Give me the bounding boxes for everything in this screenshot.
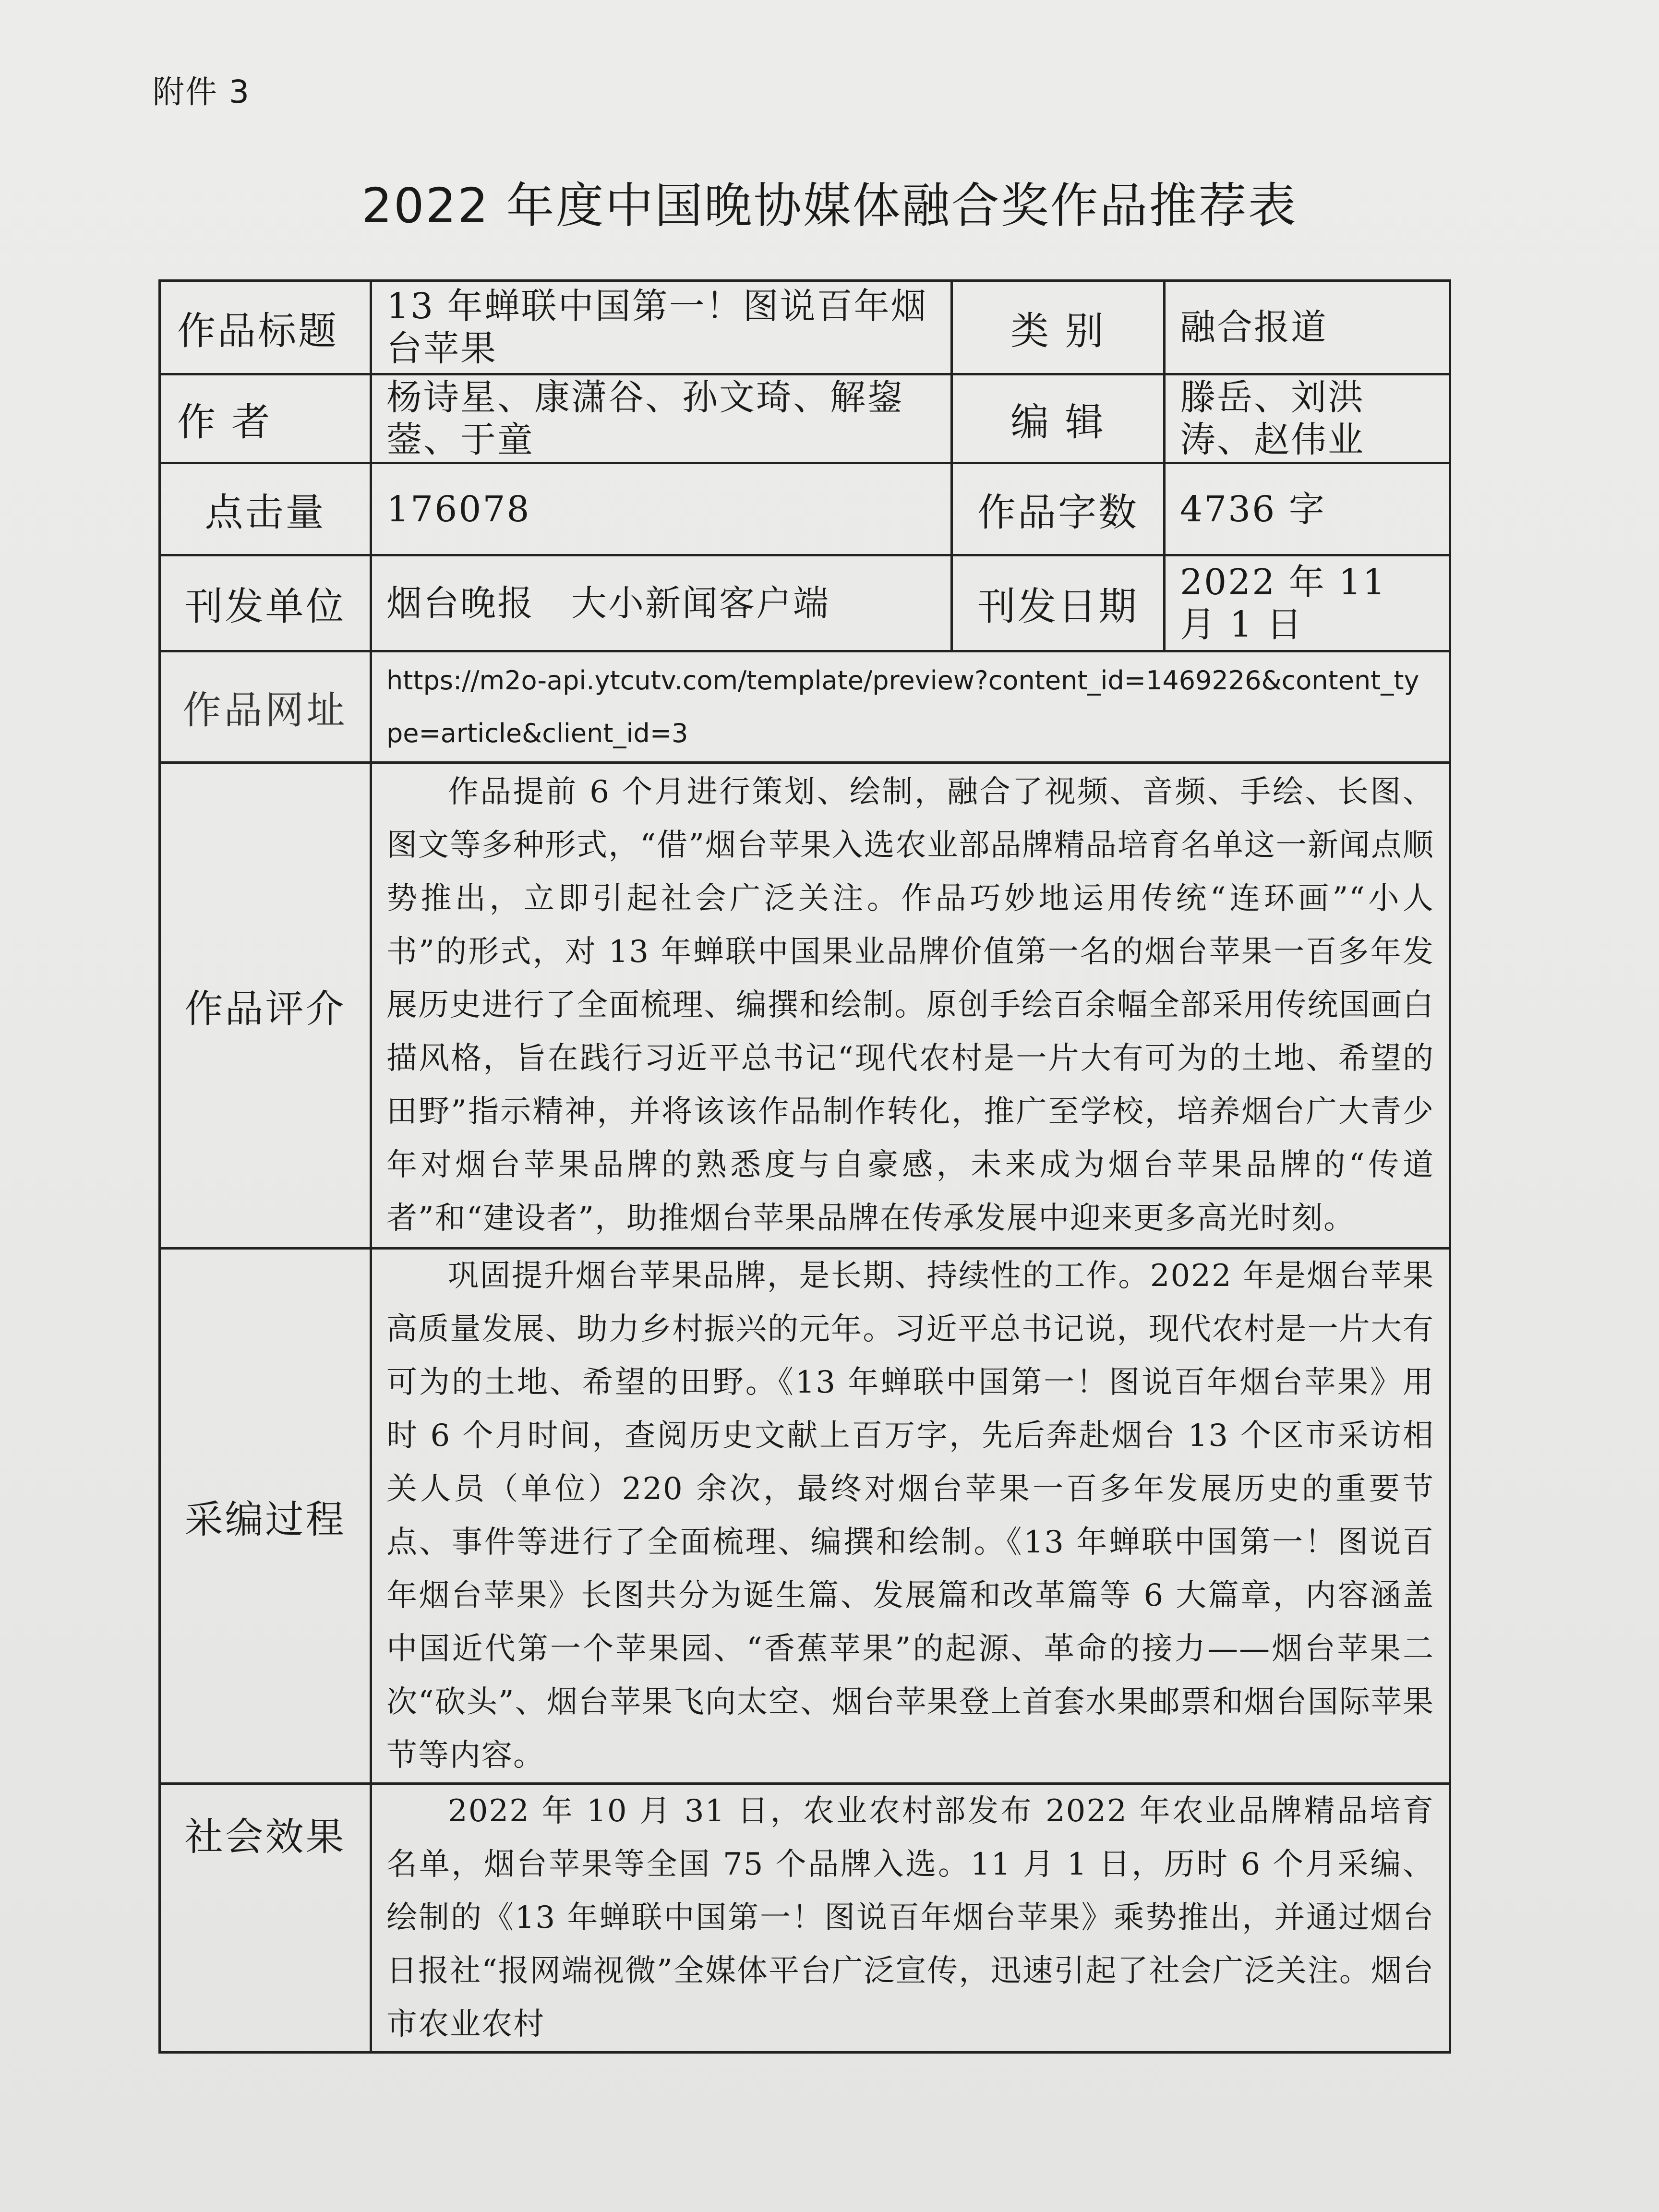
title-value: 13 年蝉联中国第一！图说百年烟台苹果 — [371, 281, 952, 374]
clicks-label: 点击量 — [160, 463, 371, 555]
date-label: 刊发日期 — [952, 555, 1165, 651]
form-row-publisher — [160, 555, 1450, 651]
title-label: 作品标题 — [160, 281, 371, 374]
date-value: 2022 年 11 月 1 日 — [1165, 555, 1450, 651]
recommendation-form-table — [158, 279, 1451, 2054]
author-label: 作 者 — [160, 374, 371, 463]
form-row-title — [160, 281, 1450, 374]
form-row-url — [160, 651, 1450, 763]
author-value: 杨诗星、康潇谷、孙文琦、解鋆蓥、于童 — [371, 374, 952, 463]
attachment-label: 附件 3 — [153, 73, 250, 110]
review-text: 作品提前 6 个月进行策划、绘制，融合了视频、音频、手绘、长图、图文等多种形式，“借”烟台苹果入选农业部品牌精品培育名单这一新闻点顺势推出，立即引起社会广泛关注。作品巧妙地运用传统“连环画”“小人书”的形式，对 13 年蝉联中国果业品牌价值第一名的烟台苹果一百多年发展历史进行了全面梳理、编撰和绘制。原创手绘百余幅全部采用传统国画白描风格，旨在践行习近平总书记“现代农村是一片大有可为的土地、希望的田野”指示精神，并将该该作品制作转化，推广至学校，培养烟台广大青少年对烟台苹果品牌的熟悉度与自豪感，未来成为烟台苹果品牌的“传道者”和“建设者”，助推烟台苹果品牌在传承发展中迎来更多高光时刻。 — [371, 763, 1450, 1249]
review-label: 作品评介 — [160, 763, 371, 1249]
effect-text: 2022 年 10 月 31 日，农业农村部发布 2022 年农业品牌精品培育名单，烟台苹果等全国 75 个品牌入选。11 月 1 日，历时 6 个月采编、绘制的《13 年蝉联中国第一！图说百年烟台苹果》乘势推出，并通过烟台日报社“报网端视微”全媒体平台广泛宣传，迅速引起了社会广泛关注。烟台市农业农村 — [371, 1784, 1450, 2053]
document-title: 2022 年度中国晚协媒体融合奖作品推荐表 — [361, 178, 1298, 234]
publisher-value: 烟台晚报 大小新闻客户端 — [371, 555, 952, 651]
form-row-effect — [160, 1784, 1450, 2053]
editor-label: 编 辑 — [952, 374, 1165, 463]
form-row-review — [160, 763, 1450, 1249]
editor-value: 滕岳、刘洪涛、赵伟业 — [1165, 374, 1450, 463]
wordcount-value: 4736 字 — [1165, 463, 1450, 555]
clicks-value: 176078 — [371, 463, 952, 555]
form-row-clicks — [160, 463, 1450, 555]
effect-label: 社会效果 — [160, 1784, 371, 2053]
form-row-process — [160, 1249, 1450, 1784]
category-value: 融合报道 — [1165, 281, 1450, 374]
process-text: 巩固提升烟台苹果品牌，是长期、持续性的工作。2022 年是烟台苹果高质量发展、助力乡村振兴的元年。习近平总书记说，现代农村是一片大有可为的土地、希望的田野。《13 年蝉联中国第一！图说百年烟台苹果》用时 6 个月时间，查阅历史文献上百万字，先后奔赴烟台 13 个区市采访相关人员（单位）220 余次，最终对烟台苹果一百多年发展历史的重要节点、事件等进行了全面梳理、编撰和绘制。《13 年蝉联中国第一！图说百年烟台苹果》长图共分为诞生篇、发展篇和改革篇等 6 大篇章，内容涵盖中国近代第一个苹果园、“香蕉苹果”的起源、革命的接力——烟台苹果二次“砍头”、烟台苹果飞向太空、烟台苹果登上首套水果邮票和烟台国际苹果节等内容。 — [371, 1249, 1450, 1784]
publisher-label: 刊发单位 — [160, 555, 371, 651]
wordcount-label: 作品字数 — [952, 463, 1165, 555]
url-label: 作品网址 — [160, 651, 371, 763]
form-row-author — [160, 374, 1450, 463]
url-value: https://m2o-api.ytcutv.com/template/preview?content_id=1469226&content_type=article&client_id=3 — [371, 651, 1450, 763]
category-label: 类 别 — [952, 281, 1165, 374]
process-label: 采编过程 — [160, 1249, 371, 1784]
